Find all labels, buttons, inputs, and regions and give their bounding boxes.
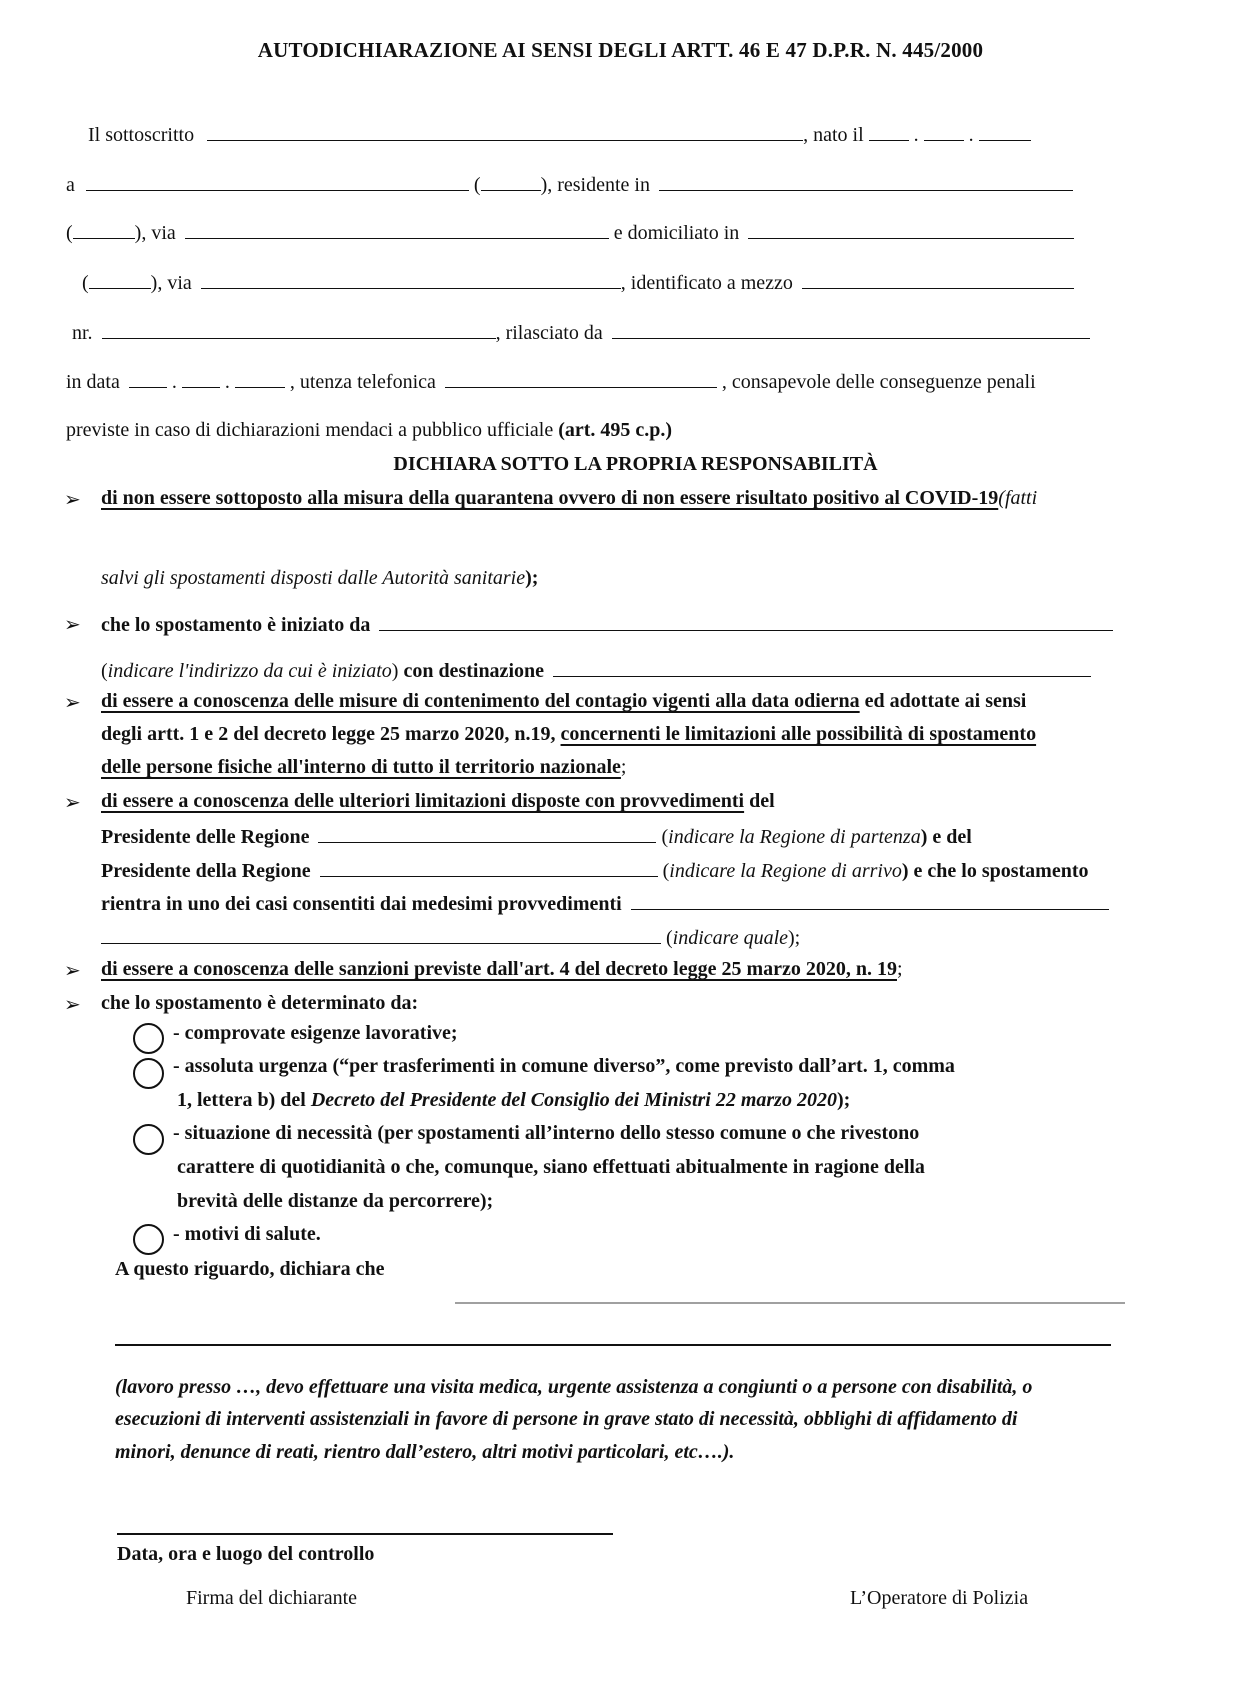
residence-province-field[interactable]	[73, 220, 135, 239]
text-adottate: ed adottate ai sensi	[859, 690, 1027, 712]
label-sottoscritto: Il sottoscritto	[88, 124, 195, 146]
text-salvi: salvi gli spostamenti disposti dalle Autorità sanitarie	[101, 567, 526, 589]
officer-label: L’Operatore di Polizia	[850, 1587, 1029, 1609]
signature-label: Firma del dichiarante	[186, 1587, 358, 1609]
radio-health[interactable]	[133, 1224, 164, 1255]
text-rientra: rientra in uno dei casi consentiti dai medesimi provvedimenti	[101, 893, 622, 915]
arrow-bullet-icon: ➢	[64, 960, 81, 982]
phone-field[interactable]	[445, 369, 717, 388]
bullet-regional-1	[101, 790, 775, 813]
text-lettera-b: 1, lettera b) del	[177, 1089, 311, 1111]
bullet-containment-2	[101, 723, 1036, 746]
personal-line-2	[66, 172, 1073, 197]
domicile-field[interactable]	[748, 220, 1074, 239]
arrow-bullet-icon: ➢	[64, 489, 81, 511]
bullet-containment-3	[101, 756, 626, 779]
arrow-bullet-icon: ➢	[64, 994, 81, 1016]
reason-urgency-2	[177, 1089, 850, 1112]
reason-work: - comprovate esigenze lavorative;	[173, 1022, 458, 1044]
id-number-field[interactable]	[102, 320, 496, 339]
personal-line-4	[82, 270, 1074, 295]
bullet-quarantine	[101, 487, 1037, 510]
text-misure: di essere a conoscenza delle misure di contenimento del contagio vigenti alla data odierna	[101, 690, 860, 712]
text-presidente-arrivo: Presidente della Regione	[101, 860, 311, 882]
text-indicare-indirizzo: indicare l'indirizzo da cui è iniziato	[107, 660, 392, 682]
text-indicare-quale: indicare quale	[672, 927, 789, 949]
paren-open: (	[66, 222, 73, 244]
birth-day-field[interactable]	[869, 122, 909, 141]
issue-year-field[interactable]	[235, 369, 285, 388]
destination-field[interactable]	[553, 658, 1091, 677]
start-address-field[interactable]	[379, 612, 1113, 631]
personal-line-3	[66, 220, 1074, 245]
label-identificato: , identificato a mezzo	[620, 272, 793, 294]
reason-urgency-1: - assoluta urgenza (“per trasferimenti in comune diverso”, come previsto dall’art. 1, comma	[173, 1055, 955, 1077]
text-iniziato-da: che lo spostamento è iniziato da	[101, 614, 371, 636]
radio-necessity[interactable]	[133, 1124, 164, 1155]
text-sanzioni: di essere a conoscenza delle sanzioni previste dall'art. 4 del decreto legge 25 marzo 2020, n. 19	[101, 958, 897, 980]
residence-field[interactable]	[659, 172, 1073, 191]
paren-open: (	[473, 174, 481, 196]
control-label: Data, ora e luogo del controllo	[117, 1543, 375, 1565]
domicile-street-field[interactable]	[201, 270, 621, 289]
declare-field-1[interactable]	[455, 1302, 1125, 1304]
bullet-quarantine-cont	[101, 567, 538, 590]
reason-necessity-3: brevità delle distanze da percorrere);	[177, 1190, 494, 1212]
examples-line-1: (lavoro presso …, devo effettuare una visita medica, urgente assistenza a congiunti o a persone con disabilità, o	[115, 1376, 1033, 1398]
bullet-regional-3: Presidente della Regione (indicare la Regione di arrivo) e che lo spostamento	[101, 860, 1089, 882]
bullet-containment-1	[101, 690, 1026, 713]
residence-street-field[interactable]	[185, 220, 609, 239]
bullet-reason: che lo spostamento è determinato da:	[101, 992, 419, 1014]
text-decreto: degli artt. 1 e 2 del decreto legge 25 marzo 2020, n.19,	[101, 723, 561, 745]
declaration-heading: DICHIARA SOTTO LA PROPRIA RESPONSABILITÀ	[393, 453, 878, 475]
bullet-regional-5: (indicare quale);	[101, 925, 800, 950]
bullet-sanctions	[101, 958, 903, 981]
separator: .	[913, 124, 919, 146]
text-quarantine: di non essere sottoposto alla misura della quarantena ovvero di non essere risultato positivo al COVID-19	[101, 487, 999, 509]
allowed-case-field[interactable]	[631, 891, 1109, 910]
name-field[interactable]	[207, 122, 803, 141]
paren-open: (	[82, 272, 89, 294]
text-indicare-partenza: indicare la Regione di partenza	[668, 826, 921, 848]
domicile-province-field[interactable]	[89, 270, 151, 289]
text-ulteriori: di essere a conoscenza delle ulteriori limitazioni disposte con provvedimenti	[101, 790, 745, 812]
text-persone-fisiche: delle persone fisiche all'interno di tutto il territorio nazionale	[101, 756, 621, 778]
text-indicare-arrivo: indicare la Regione di arrivo	[669, 860, 902, 882]
departure-region-field[interactable]	[318, 824, 656, 843]
label-via: ), via	[150, 272, 192, 294]
reason-necessity-1: - situazione di necessità (per spostamenti all’interno dello stesso comune o che rivestono	[173, 1122, 920, 1144]
separator: .	[224, 371, 230, 393]
bullet-regional-2: Presidente delle Regione (indicare la Regione di partenza) e del	[101, 826, 972, 848]
birth-year-field[interactable]	[979, 122, 1031, 141]
label-nato-il: , nato il	[803, 124, 864, 146]
birth-month-field[interactable]	[924, 122, 964, 141]
separator: .	[171, 371, 177, 393]
examples-line-3: minori, denunce di reati, rientro dall’estero, altri motivi particolari, etc….).	[115, 1441, 735, 1463]
label-rilasciato-da: , rilasciato da	[495, 322, 603, 344]
reason-health: - motivi di salute.	[173, 1223, 321, 1245]
personal-line-7	[66, 419, 672, 442]
radio-urgency[interactable]	[133, 1058, 164, 1089]
separator: .	[968, 124, 974, 146]
text-end: ;	[897, 958, 903, 980]
label-consapevole: , consapevole delle conseguenze penali	[721, 371, 1036, 393]
label-utenza-telefonica: , utenza telefonica	[289, 371, 436, 393]
label-nr: nr.	[72, 322, 93, 344]
examples-line-2: esecuzioni di interventi assistenziali in favore di persone in grave stato di necessità, obblighi di affidamento di	[115, 1408, 1018, 1430]
text-end: ;	[620, 756, 627, 778]
arrow-bullet-icon: ➢	[64, 614, 81, 636]
declare-field-2[interactable]	[115, 1344, 1111, 1346]
arrow-bullet-icon: ➢	[64, 792, 81, 814]
arrow-bullet-icon: ➢	[64, 692, 81, 714]
text-fatti: fatti	[1004, 487, 1038, 509]
label-residente-in: ), residente in	[540, 174, 650, 196]
declare-label: A questo riguardo, dichiara che	[115, 1258, 385, 1280]
label-in-data: in data	[66, 371, 120, 393]
text-previste: previste in caso di dichiarazioni mendaci a pubblico ufficiale	[66, 419, 559, 441]
birth-province-field[interactable]	[481, 172, 541, 191]
document-title: AUTODICHIARAZIONE AI SENSI DEGLI ARTT. 46 E 47 D.P.R. N. 445/2000	[257, 38, 984, 62]
issued-by-field[interactable]	[612, 320, 1090, 339]
issue-day-field[interactable]	[129, 369, 167, 388]
paren-close: )	[391, 660, 399, 682]
personal-line-1	[88, 122, 1031, 147]
label-domiciliato-in: e domiciliato in	[613, 222, 740, 244]
text-e-del: ) e del	[920, 826, 972, 848]
id-document-field[interactable]	[802, 270, 1074, 289]
text-presidente-partenza: Presidente delle Regione	[101, 826, 310, 848]
reason-necessity-2: carattere di quotidianità o che, comunque, siano effettuati abitualmente in ragione della	[177, 1156, 925, 1178]
issue-month-field[interactable]	[182, 369, 220, 388]
text-del: del	[744, 790, 775, 812]
text-end: );	[525, 567, 539, 589]
text-con-destinazione: con destinazione	[398, 660, 544, 682]
personal-line-6	[66, 369, 1036, 394]
paren-open: (	[998, 487, 1005, 509]
arrival-region-field[interactable]	[320, 858, 658, 877]
bullet-regional-4	[101, 891, 1109, 916]
text-limitazioni: concernenti le limitazioni alle possibilità di spostamento	[560, 723, 1037, 745]
text-dpcm: Decreto del Presidente del Consiglio dei Ministri 22 marzo 2020	[310, 1089, 837, 1111]
text-che-lo-spostamento: ) e che lo spostamento	[901, 860, 1089, 882]
personal-line-5	[72, 320, 1090, 345]
text-end: );	[788, 927, 801, 949]
label-via: ), via	[134, 222, 176, 244]
radio-work-reasons[interactable]	[133, 1023, 164, 1054]
bullet-start-address	[101, 612, 1113, 637]
paren-open: (	[101, 660, 108, 682]
text-end: );	[836, 1089, 851, 1111]
birth-place-field[interactable]	[86, 172, 469, 191]
control-field[interactable]	[117, 1533, 613, 1535]
label-a: a	[66, 174, 75, 196]
allowed-case-field-2[interactable]	[101, 925, 661, 944]
bullet-destination	[101, 658, 1091, 683]
text-art-495: (art. 495 c.p.)	[558, 419, 673, 441]
